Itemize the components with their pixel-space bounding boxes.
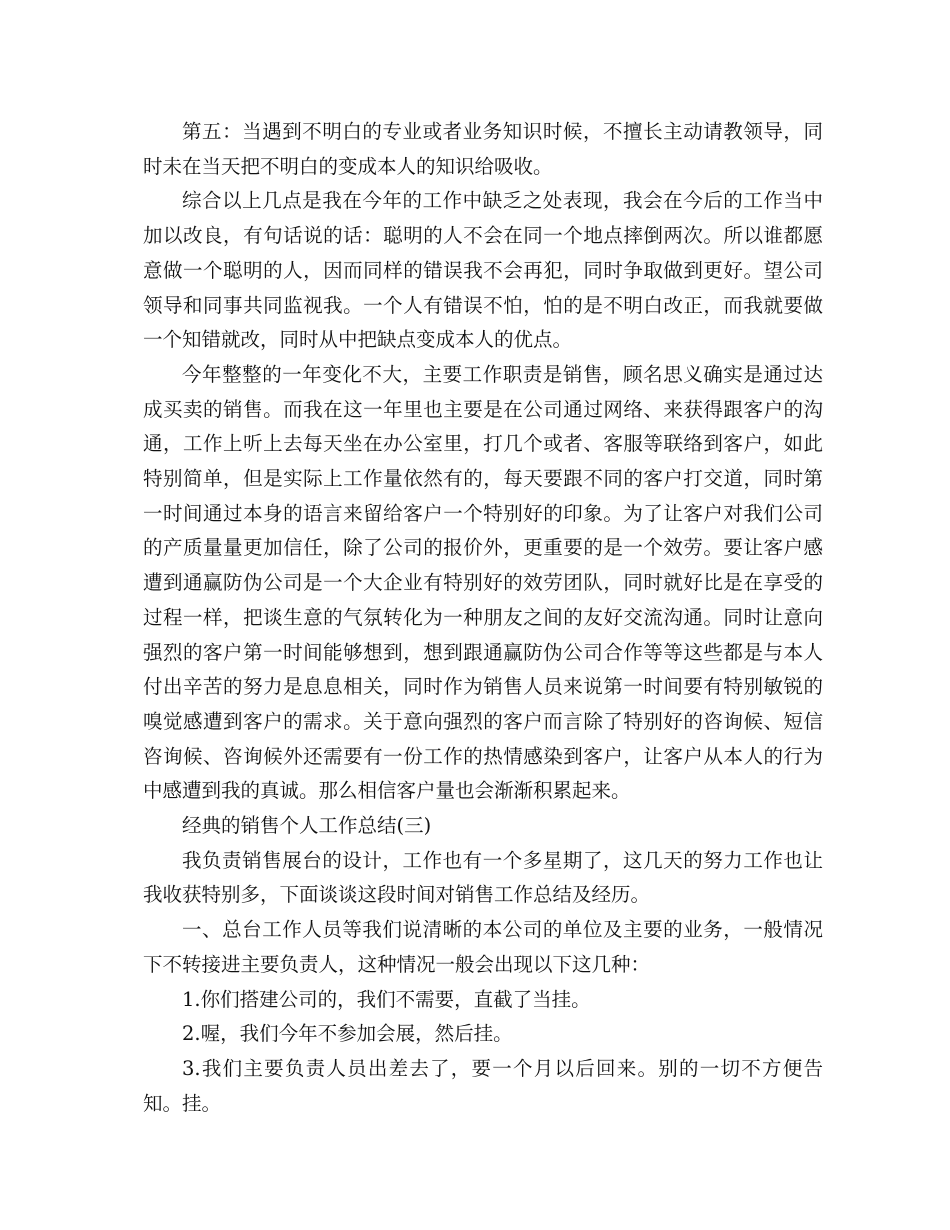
paragraph-year-review: 今年整整的一年变化不大，主要工作职责是销售，顾名思义确实是通过达成买卖的销售。而我在这一年里也主要是在公司通过网络、来获得跟客户的沟通，工作上听上去每天坐在办公室里，打几个或者、客服等联络到客户，如此特别简单，但是实际上工作量依然有的，每天要跟不同的客户打交道，同时第一时间通过本身的语言来留给客户一个特别好的印象。为了让客户对我们公司的产质量量更加信任，除了公司的报价外，更重要的是一个效劳。要让客户感遭到通赢防伪公司是一个大企业有特别好的效劳团队，同时就好比是在享受的过程一样，把谈生意的气氛转化为一种朋友之间的友好交流沟通。同时让意向强烈的客户第一时间能够想到，想到跟通赢防伪公司合作等等这些都是与本人付出辛苦的努力是息息相关，同时作为销售人员来说第一时间要有特别敏锐的嗅觉感遭到客户的需求。关于意向强烈的客户而言除了特别好的咨询候、短信咨询候、咨询候外还需要有一份工作的热情感染到客户，让客户从本人的行为中感遭到我的真诚。那么相信客户量也会渐渐积累起来。 <box>143 362 823 803</box>
paragraph-booth-design: 我负责销售展台的设计，工作也有一个多星期了，这几天的努力工作也让我收获特别多，下面谈谈这段时间对销售工作总结及经历。 <box>143 848 823 907</box>
paragraph-point-five: 第五：当遇到不明白的专业或者业务知识时候，不擅长主动请教领导，同时未在当天把不明白的变成本人的知识给吸收。 <box>143 120 823 178</box>
paragraph-front-desk: 一、总台工作人员等我们说清晰的本公司的单位及主要的业务，一般情况下不转接进主要负责人，这种情况一般会出现以下这几种： <box>143 918 823 976</box>
paragraph-summary: 综合以上几点是我在今年的工作中缺乏之处表现，我会在今后的工作当中加以改良，有句话说的话：聪明的人不会在同一个地点摔倒两次。所以谁都愿意做一个聪明的人，因而同样的错误我不会再犯，同时争取做到更好。望公司领导和同事共同监视我。一个人有错误不怕，怕的是不明白改正，而我就要做一个知错就改，同时从中把缺点变成本人的优点。 <box>143 189 823 352</box>
list-item-1: 1.你们搭建公司的，我们不需要，直截了当挂。 <box>182 987 591 1011</box>
document-body <box>143 115 823 1121</box>
list-item-2: 2.喔，我们今年不参加会展，然后挂。 <box>182 1022 513 1046</box>
section-heading: 经典的销售个人工作总结(三) <box>182 814 432 838</box>
list-item-3: 3.我们主要负责人员出差去了，要一个月以后回来。别的一切不方便告知。挂。 <box>143 1056 823 1115</box>
